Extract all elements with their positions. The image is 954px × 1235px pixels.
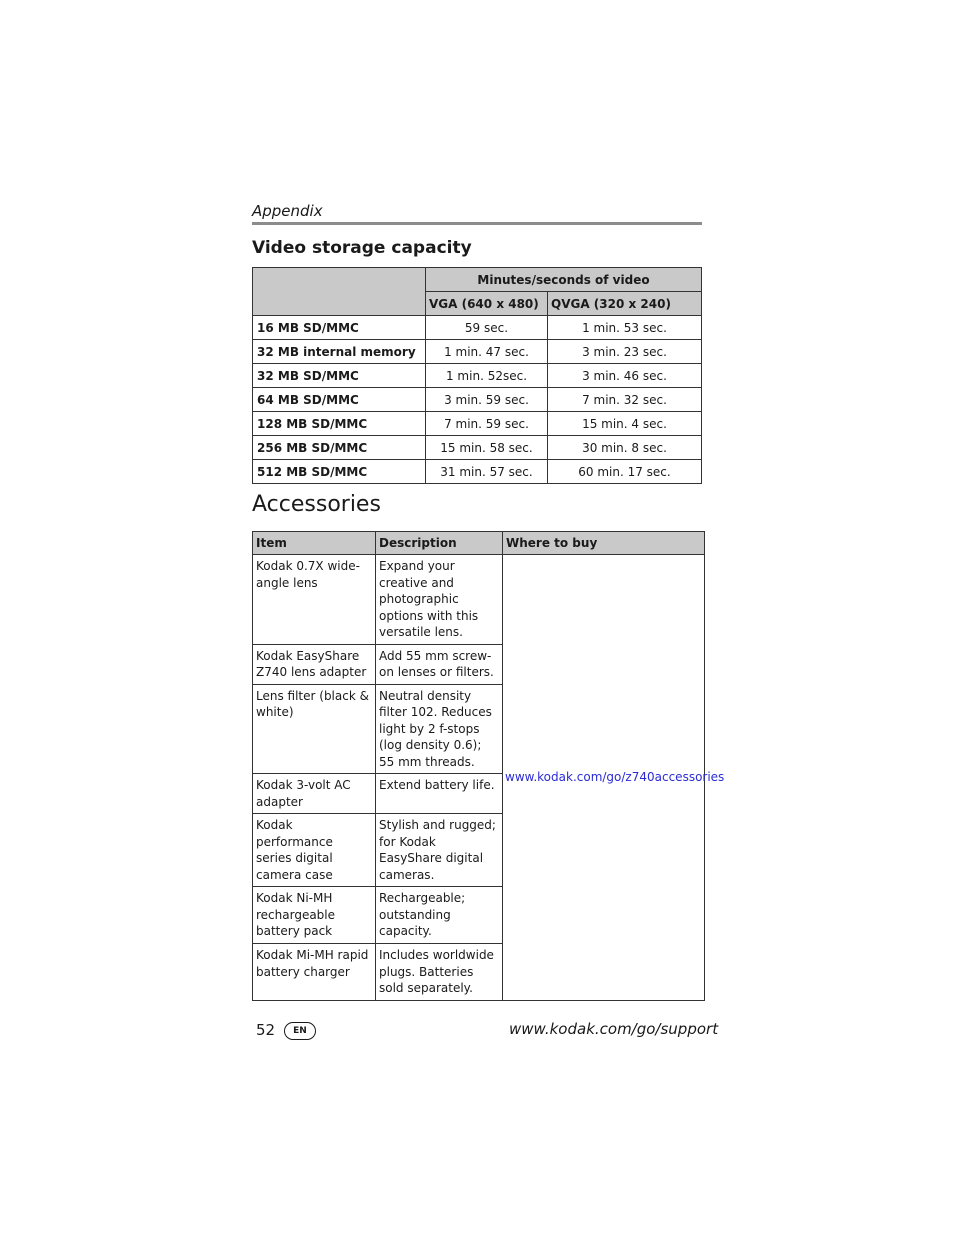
item-description: Expand your creative and photographic options with this versatile lens. <box>376 555 503 645</box>
media-label: 16 MB SD/MMC <box>253 316 426 340</box>
video-storage-title: Video storage capacity <box>252 238 472 258</box>
table-row <box>253 340 702 364</box>
accessories-link[interactable]: www.kodak.com/go/z740accessories <box>505 770 725 785</box>
media-label: 64 MB SD/MMC <box>253 388 426 412</box>
table-row <box>253 436 702 460</box>
vga-value: 59 sec. <box>426 316 548 340</box>
section-header: Appendix <box>252 202 323 220</box>
vga-value: 1 min. 52sec. <box>426 364 548 388</box>
vga-value: 15 min. 58 sec. <box>426 436 548 460</box>
item-name: Kodak EasyShare Z740 lens adapter <box>253 644 376 684</box>
item-name: Kodak performance series digital camera case <box>253 814 376 887</box>
table-row <box>253 388 702 412</box>
media-label: 32 MB internal memory <box>253 340 426 364</box>
item-description: Neutral density filter 102. Reduces light by 2 f-stops (log density 0.6); 55 mm threads. <box>376 684 503 774</box>
media-label: 512 MB SD/MMC <box>253 460 426 484</box>
column-header-qvga: QVGA (320 x 240) <box>548 292 702 316</box>
support-link[interactable]: www.kodak.com/go/support <box>509 1020 719 1038</box>
qvga-value: 15 min. 4 sec. <box>548 412 702 436</box>
item-name: Kodak 0.7X wide-angle lens <box>253 555 376 645</box>
accessories-title: Accessories <box>252 492 381 517</box>
table-row <box>253 364 702 388</box>
qvga-value: 7 min. 32 sec. <box>548 388 702 412</box>
accessories-table <box>252 531 725 1001</box>
item-name: Lens filter (black & white) <box>253 684 376 774</box>
vga-value: 7 min. 59 sec. <box>426 412 548 436</box>
column-header-where-to-buy: Where to buy <box>503 532 705 555</box>
page-number: 52 <box>256 1021 276 1039</box>
qvga-value: 3 min. 46 sec. <box>548 364 702 388</box>
qvga-value: 60 min. 17 sec. <box>548 460 702 484</box>
qvga-value: 1 min. 53 sec. <box>548 316 702 340</box>
item-description: Stylish and rugged; for Kodak EasyShare digital cameras. <box>376 814 503 887</box>
item-name: Kodak 3-volt AC adapter <box>253 774 376 814</box>
qvga-value: 30 min. 8 sec. <box>548 436 702 460</box>
table-row <box>253 412 702 436</box>
item-description: Add 55 mm screw-on lenses or filters. <box>376 644 503 684</box>
table-row <box>253 555 705 645</box>
vga-value: 1 min. 47 sec. <box>426 340 548 364</box>
vga-value: 3 min. 59 sec. <box>426 388 548 412</box>
item-name: Kodak Ni-MH rechargeable battery pack <box>253 887 376 944</box>
item-description: Includes worldwide plugs. Batteries sold separately. <box>376 944 503 1001</box>
column-header-item: Item <box>253 532 376 555</box>
item-description: Rechargeable; outstanding capacity. <box>376 887 503 944</box>
where-to-buy-cell <box>503 555 725 1001</box>
table-row <box>253 316 702 340</box>
header-rule <box>252 222 702 225</box>
column-header-description: Description <box>376 532 503 555</box>
media-label: 128 MB SD/MMC <box>253 412 426 436</box>
item-name: Kodak Mi-MH rapid battery charger <box>253 944 376 1001</box>
media-label: 32 MB SD/MMC <box>253 364 426 388</box>
table-row <box>253 460 702 484</box>
item-description: Extend battery life. <box>376 774 503 814</box>
group-header: Minutes/seconds of video <box>426 268 702 292</box>
language-badge: EN <box>284 1022 316 1040</box>
media-label: 256 MB SD/MMC <box>253 436 426 460</box>
video-storage-table <box>252 267 702 484</box>
vga-value: 31 min. 57 sec. <box>426 460 548 484</box>
table-corner <box>253 268 426 316</box>
qvga-value: 3 min. 23 sec. <box>548 340 702 364</box>
column-header-vga: VGA (640 x 480) <box>426 292 548 316</box>
